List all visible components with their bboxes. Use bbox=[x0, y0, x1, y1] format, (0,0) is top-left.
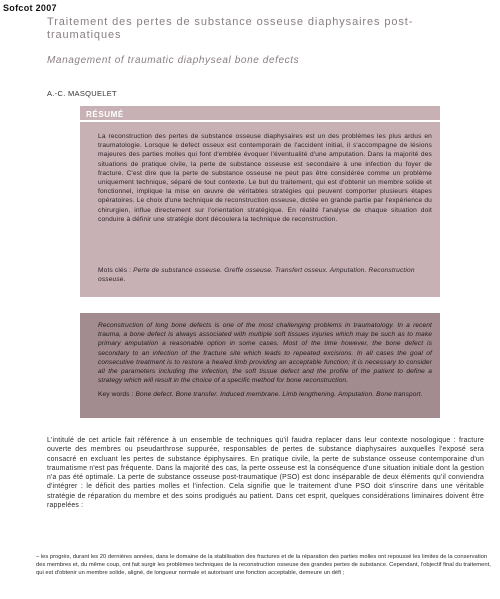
body-list-item: – les progrès, durant les 20 dernières années, dans le domaine de la stabilisation des fractures et de la réparation des parties molles ont repoussé les limites de la conservation des membres et, du même coup, ont fait surgir les problèmes techniques de la reconstruction osseuse des grandes pertes de substance. Cependant, l'objectif final du traitement, qui est d'obtenir un membre solide, aligné, de longueur normale et autorisant une fonction acceptable, demeure un défi ; bbox=[36, 554, 491, 577]
article-subtitle: Management of traumatic diaphyseal bone defects bbox=[47, 55, 300, 66]
resume-text: La reconstruction des pertes de substance osseuse diaphysaires est un des problèmes les plus ardus en traumatologie. Lorsque le defect osseux est contemporain de l'accident initial, il s'accompagne de lésions majeures des parties molles qui font d'emblée évoquer l'éventualité d'une amputation. Dans la majorité des situations de pratique civile, la perte de substance osseuse est secondaire à une infection du foyer de fracture. C'est dire que la perte de substance osseuse ne peut pas être considérée comme un problème uniquement technique, séparé de tout contexte. Le but du traitement, qui est d'obtenir un membre solide et fonctionnel, implique la mise en œuvre de véritables stratégies qui peuvent comporter plusieurs étapes opératoires. Le choix d'une technique de reconstruction osseuse, dictée en grande partie par l'expérience du chirurgien, influe directement sur l'orientation stratégique. En réalité l'analyse de chaque situation doit conduire à définir une stratégie dont découlera la technique de reconstruction. bbox=[98, 133, 432, 223]
body-paragraph: L'intitulé de cet article fait référence à un ensemble de techniques qu'il faudra replacer dans leur contexte nosologique : fracture ouverte des membres ou pseudarthrose suppurée, responsables de pertes de substance diaphysaires auxquelles l'exposé sera consacré en excluant les pertes de substance épiphysaires. En pratique civile, la perte de substance osseuse contemporaine d'un traumatisme n'est pas fréquente. Dans la majorité des cas, la perte osseuse est la conséquence d'une situation initiale dont la gestion n'a pas été optimale. La perte de substance osseuse post-traumatique (PSO) est donc inséparable de deux éléments qu'il conviendra d'intégrer : le déficit des parties molles et l'infection. Cela signifie que le traitement d'une PSO doit s'inscrire dans une véritable stratégie de réparation du membre et des soins prodigués au patient. Dans cet esprit, quelques considérations liminaires doivent être rappelées : bbox=[47, 437, 484, 510]
journal-header-label: Sofcot 2007 bbox=[3, 3, 57, 13]
abstract-keywords-label: Key words : bbox=[98, 391, 136, 398]
article-author: A.-C. MASQUELET bbox=[47, 89, 117, 98]
abstract-text: Reconstruction of long bone defects is one of the most challenging problems in traumatology. In a recent trauma, a bone defect is always associated with multiple soft tissues injuries which may be such as to make primary amputation a reasonable option in some cases. Most of the time however, the bone defect is secondary to an infection of the fracture site which leads to repeated excisions. In all cases the goal of consecutive treatment is to restore a healed limb providing an acceptable function; it is necessary to consider all the parameters including the infection, the soft tissue defect and the profile of the patient to define a strategy which will result in the choice of a specific method for bone reconstruction. bbox=[98, 322, 432, 385]
resume-keywords-label: Mots clés : bbox=[98, 267, 134, 274]
resume-keywords-terms: Perte de substance osseuse. Greffe osseuse. Transfert osseux. Amputation. Reconstruction osseuse. bbox=[98, 267, 415, 284]
article-title: Traitement des pertes de substance osseuse diaphysaires post-traumatiques bbox=[47, 16, 414, 41]
resume-divider bbox=[80, 120, 440, 122]
abstract-keywords bbox=[98, 390, 432, 399]
abstract-keywords-terms: Bone defect. Bone transfer. Induced membrane. Limb lengthening. Amputation. Bone transport. bbox=[135, 391, 423, 398]
resume-keywords bbox=[98, 266, 432, 284]
resume-heading: RÉSUMÉ bbox=[86, 110, 124, 119]
